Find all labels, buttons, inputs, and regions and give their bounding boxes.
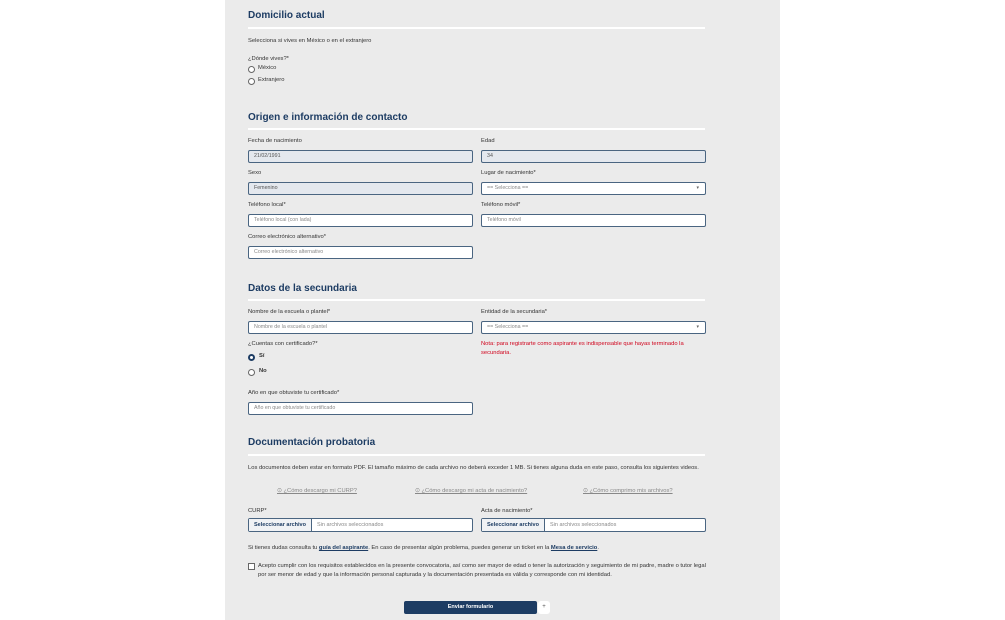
accept-terms-checkbox[interactable]: [248, 563, 255, 570]
divider: [248, 299, 705, 301]
curp-select-file-button[interactable]: Seleccionar archivo: [249, 519, 312, 531]
radio-mexico[interactable]: [248, 66, 255, 73]
radio-no-label: No: [259, 368, 267, 374]
mesa-servicio-link[interactable]: Mesa de servicio: [550, 545, 598, 551]
acta-file-status: Sin archivos seleccionados: [549, 522, 617, 528]
entidad-select-value: == Selecciona ==: [487, 324, 529, 330]
section-title-secundaria: Datos de la secundaria: [248, 283, 357, 294]
lugar-select-value: == Selecciona ==: [487, 185, 529, 191]
radio-si-label: Sí: [259, 353, 265, 359]
chevron-down-icon: ▾: [696, 185, 699, 191]
sexo-field: Femenino: [248, 182, 473, 195]
divider: [248, 27, 705, 29]
plus-icon[interactable]: +: [538, 601, 550, 614]
acta-label: Acta de nacimiento*: [481, 508, 533, 514]
domicilio-description: Selecciona si vives en México o en el extranjero: [248, 38, 372, 44]
video-link-acta[interactable]: ⊙ ¿Cómo descargo mi acta de nacimiento?: [415, 488, 528, 494]
curp-file-status: Sin archivos seleccionados: [316, 522, 384, 528]
video-link-comprimir[interactable]: ⊙ ¿Cómo comprimo mis archivos?: [583, 488, 673, 494]
certificado-label: ¿Cuentas con certificado?*: [248, 341, 318, 347]
acta-select-file-button[interactable]: Seleccionar archivo: [482, 519, 545, 531]
lugar-nacimiento-select[interactable]: [481, 182, 706, 195]
play-circle-icon: ⊙: [277, 488, 284, 494]
anio-label: Año en que obtuviste tu certificado*: [248, 390, 340, 396]
tel-movil-label: Teléfono móvil*: [481, 202, 521, 208]
secundaria-note: Nota: para registrarte como aspirante es indispensable que hayas terminado la secundaria.: [481, 341, 684, 356]
escuela-input[interactable]: Nombre de la escuela o plantel: [248, 321, 473, 334]
edad-field: 34: [481, 150, 706, 163]
sexo-label: Sexo: [248, 170, 262, 176]
radio-no[interactable]: [248, 369, 255, 376]
video-link-curp[interactable]: ⊙ ¿Cómo descargo mi CURP?: [277, 488, 357, 494]
fecha-label: Fecha de nacimiento: [248, 138, 302, 144]
documentacion-description: Los documentos deben estar en formato PDF. El tamaño máximo de cada archivo no deberá exceder 1 MB. Si tienes alguna duda en este paso, consulta los siguientes videos.: [248, 465, 699, 471]
tel-movil-input[interactable]: Teléfono móvil: [481, 214, 706, 227]
play-circle-icon: ⊙: [415, 488, 422, 494]
section-title-origen: Origen e información de contacto: [248, 112, 408, 123]
curp-label: CURP*: [248, 508, 267, 514]
radio-extranjero-label: Extranjero: [258, 77, 285, 83]
divider: [248, 128, 705, 130]
curp-file-input[interactable]: [248, 518, 473, 532]
section-title-domicilio: Domicilio actual: [248, 10, 325, 21]
divider: [248, 454, 705, 456]
accept-terms-label: Acepto cumplir con los requisitos establecidos en la presente convocatoria, así como ser mayor de edad o tener la autorización y seguimiento de mi padre, madre o tutor legal por ser menor de edad y que la información personal capturada y la documentación presentada es válida y corresponde con mi identidad.: [258, 563, 706, 578]
tel-local-input[interactable]: Teléfono local (con lada): [248, 214, 473, 227]
correo-label: Correo electrónico alternativo*: [248, 234, 326, 240]
anio-certificado-input[interactable]: Año en que obtuviste tu certificado: [248, 402, 473, 415]
guia-aspirante-link[interactable]: guía del aspirante: [318, 545, 369, 551]
correo-alternativo-input[interactable]: Correo electrónico alternativo: [248, 246, 473, 259]
entidad-label: Entidad de la secundaria*: [481, 309, 548, 315]
tel-local-label: Teléfono local*: [248, 202, 286, 208]
play-circle-icon: ⊙: [583, 488, 590, 494]
lugar-label: Lugar de nacimiento*: [481, 170, 536, 176]
radio-mexico-label: México: [258, 65, 277, 71]
registration-form-panel: [225, 0, 780, 620]
chevron-down-icon: ▾: [696, 324, 699, 330]
radio-extranjero[interactable]: [248, 78, 255, 85]
section-title-documentacion: Documentación probatoria: [248, 437, 376, 448]
entidad-select[interactable]: [481, 321, 706, 334]
help-text: Si tienes dudas consulta tu guía del aspirante. En caso de presentar algún problema, puedes generar un ticket en la Mesa de servicio.: [248, 545, 599, 551]
edad-label: Edad: [481, 138, 495, 144]
escuela-label: Nombre de la escuela o plantel*: [248, 309, 331, 315]
acta-file-input[interactable]: [481, 518, 706, 532]
fecha-nacimiento-field: 21/02/1991: [248, 150, 473, 163]
submit-form-button[interactable]: Enviar formulario: [404, 601, 537, 614]
donde-vives-label: ¿Dónde vives?*: [248, 56, 289, 62]
radio-si[interactable]: [248, 354, 255, 361]
